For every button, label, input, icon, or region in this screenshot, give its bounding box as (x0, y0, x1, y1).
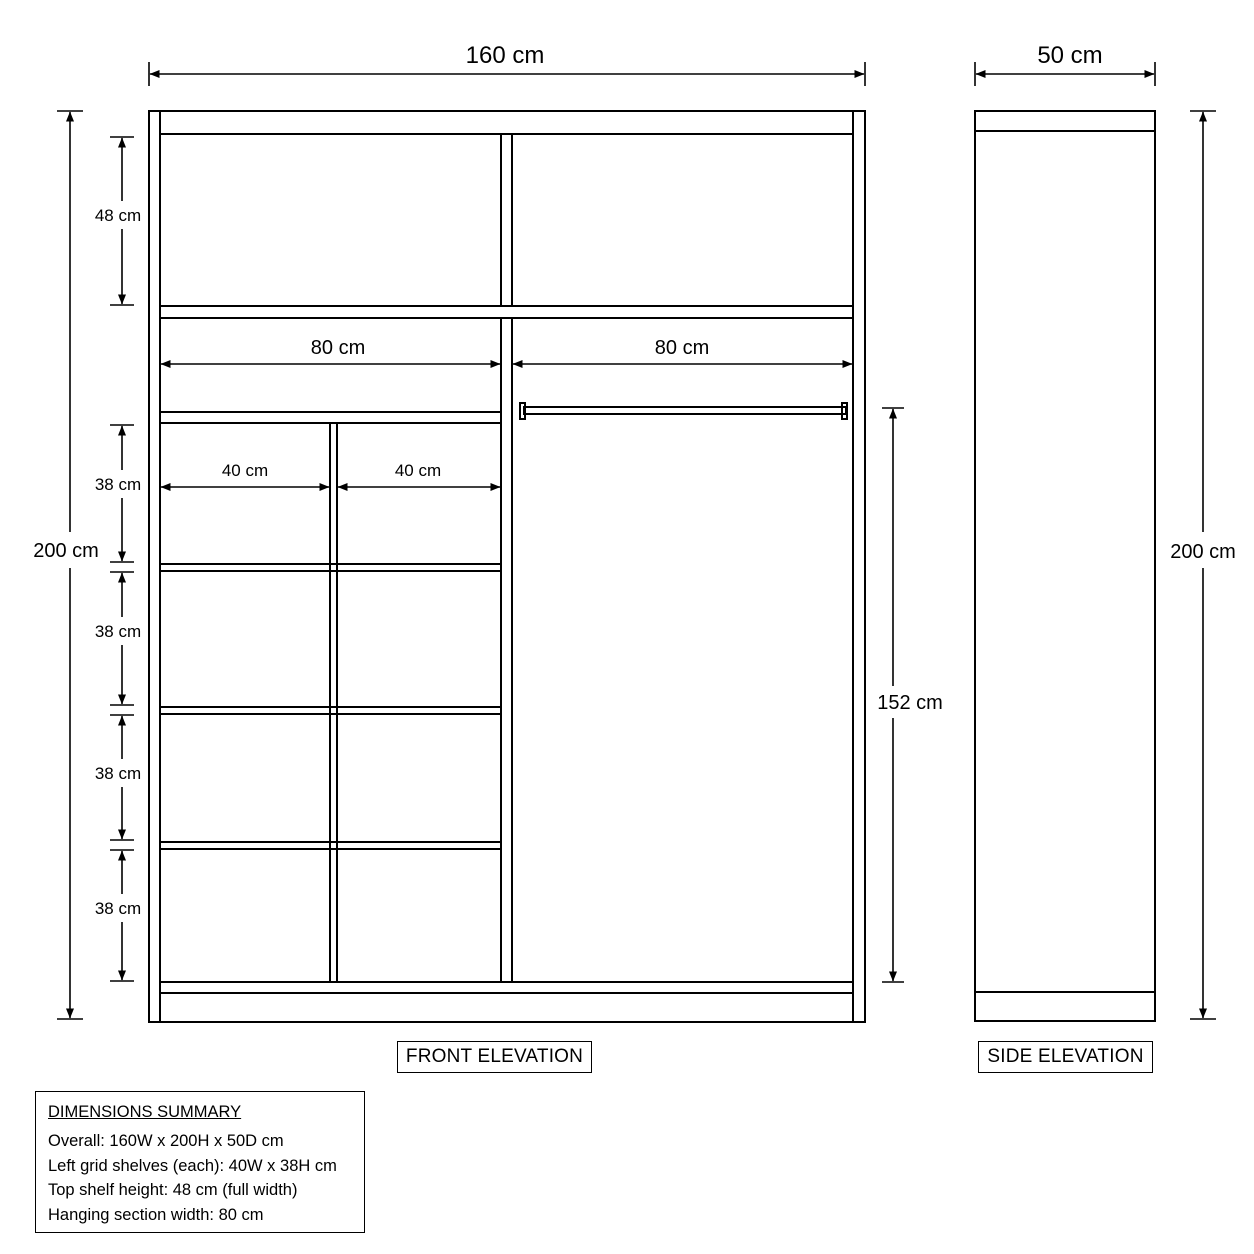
summary-line-overall: Overall: 160W x 200H x 50D cm (48, 1132, 284, 1150)
front-cabinet (149, 111, 865, 1022)
cubby-height-label-2: 38 cm (94, 622, 142, 641)
dimension-lines (57, 62, 1216, 1019)
top-shelf-height-label: 48 cm (94, 206, 142, 225)
side-elevation-label: SIDE ELEVATION (978, 1041, 1153, 1073)
full-width-shelf (160, 306, 853, 318)
cubby-width-left-label: 40 cm (221, 461, 269, 480)
cubby-top-panel (160, 412, 501, 423)
left-section-width-label: 80 cm (310, 337, 366, 359)
side-outline (975, 111, 1155, 1021)
cubby-height-label-3: 38 cm (94, 764, 142, 783)
hanging-rail (524, 407, 846, 414)
summary-line-grid-shelves: Left grid shelves (each): 40W x 38H cm (48, 1156, 337, 1175)
side-cabinet (975, 111, 1155, 1021)
front-elevation-label: FRONT ELEVATION (397, 1041, 592, 1073)
summary-line-top-shelf: Top shelf height: 48 cm (full width) (48, 1181, 298, 1199)
right-section-width-label: 80 cm (654, 337, 710, 359)
rail-bracket-left (520, 403, 525, 419)
cubby-width-right-label: 40 cm (394, 461, 442, 480)
rail-bracket-right (842, 403, 847, 419)
overall-width-label: 160 cm (465, 42, 545, 69)
side-height-label: 200 cm (1170, 541, 1236, 563)
cubby-height-label-4: 38 cm (94, 899, 142, 918)
summary-title: DIMENSIONS SUMMARY (48, 1103, 242, 1121)
cubby-height-label-1: 38 cm (94, 475, 142, 494)
summary-line-hanging: Hanging section width: 80 cm (48, 1205, 264, 1224)
depth-label: 50 cm (1037, 42, 1103, 69)
hanging-height-label: 152 cm (877, 692, 943, 714)
front-height-label: 200 cm (33, 540, 99, 562)
front-outline (149, 111, 865, 1022)
dimensions-summary-box (35, 1091, 365, 1233)
